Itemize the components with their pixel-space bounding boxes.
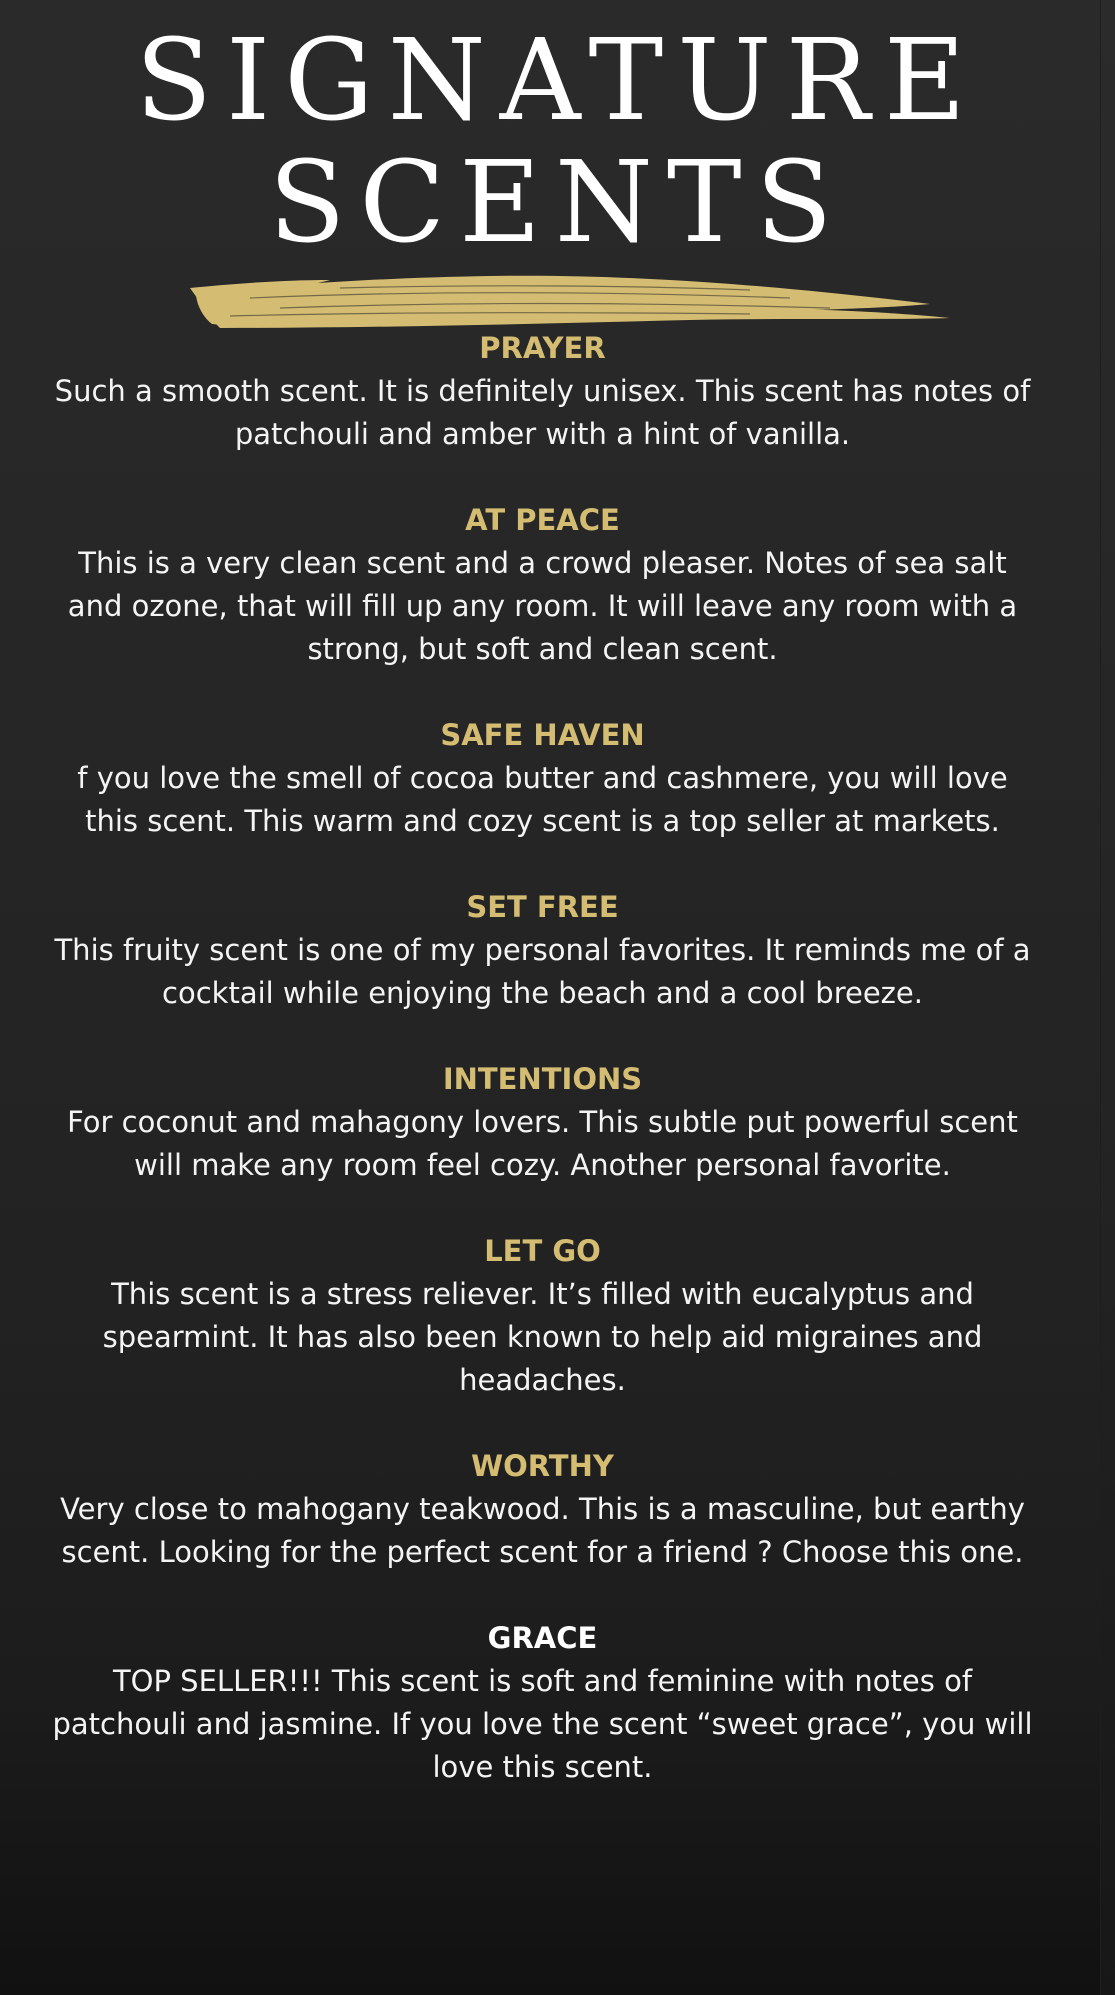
- scent-item-at-peace: [40, 498, 1045, 671]
- scent-item-grace: [40, 1616, 1045, 1789]
- scent-list: [40, 326, 1045, 1831]
- scent-item-let-go: [40, 1229, 1045, 1402]
- scent-description: This is a very clean scent and a crowd pleaser. Notes of sea salt and ozone, that will fill up any room. It will leave any room with a strong, but soft and clean scent.: [67, 546, 1018, 666]
- scent-name: SET FREE: [466, 890, 619, 924]
- title-line-1: SIGNATURE: [135, 16, 980, 146]
- scent-item-safe-haven: [40, 713, 1045, 843]
- scent-description: f you love the smell of cocoa butter and cashmere, you will love this scent. This warm and cozy scent is a top seller at markets.: [77, 761, 1008, 838]
- title-line-2: SCENTS: [268, 138, 847, 268]
- scent-description: TOP SELLER!!! This scent is soft and feminine with notes of patchouli and jasmine. If you love the scent “sweet grace”, you will love this scent.: [52, 1664, 1033, 1784]
- page-edge-shadow: [1100, 0, 1115, 1995]
- gold-brush-stroke: [190, 268, 950, 332]
- scent-name: AT PEACE: [465, 503, 620, 537]
- scent-description: This fruity scent is one of my personal favorites. It reminds me of a cocktail while enjoying the beach and a cool breeze.: [54, 933, 1031, 1010]
- scent-item-intentions: [40, 1057, 1045, 1187]
- scent-description: This scent is a stress reliever. It’s filled with eucalyptus and spearmint. It has also been known to help aid migraines and headaches.: [102, 1277, 983, 1397]
- scent-name: WORTHY: [471, 1449, 614, 1483]
- scent-description: Very close to mahogany teakwood. This is a masculine, but earthy scent. Looking for the perfect scent for a friend ? Choose this one.: [60, 1492, 1025, 1569]
- page-title: [0, 16, 1115, 268]
- scent-item-set-free: [40, 885, 1045, 1015]
- scent-item-prayer: [40, 326, 1045, 456]
- scent-name: PRAYER: [479, 331, 606, 365]
- scent-name: SAFE HAVEN: [440, 718, 645, 752]
- scent-description: For coconut and mahagony lovers. This subtle put powerful scent will make any room feel cozy. Another personal favorite.: [67, 1105, 1018, 1182]
- scent-name: GRACE: [487, 1621, 598, 1655]
- scent-name: LET GO: [484, 1234, 601, 1268]
- scent-description: Such a smooth scent. It is definitely unisex. This scent has notes of patchouli and amber with a hint of vanilla.: [54, 374, 1031, 451]
- scent-name: INTENTIONS: [442, 1062, 643, 1096]
- scent-item-worthy: [40, 1444, 1045, 1574]
